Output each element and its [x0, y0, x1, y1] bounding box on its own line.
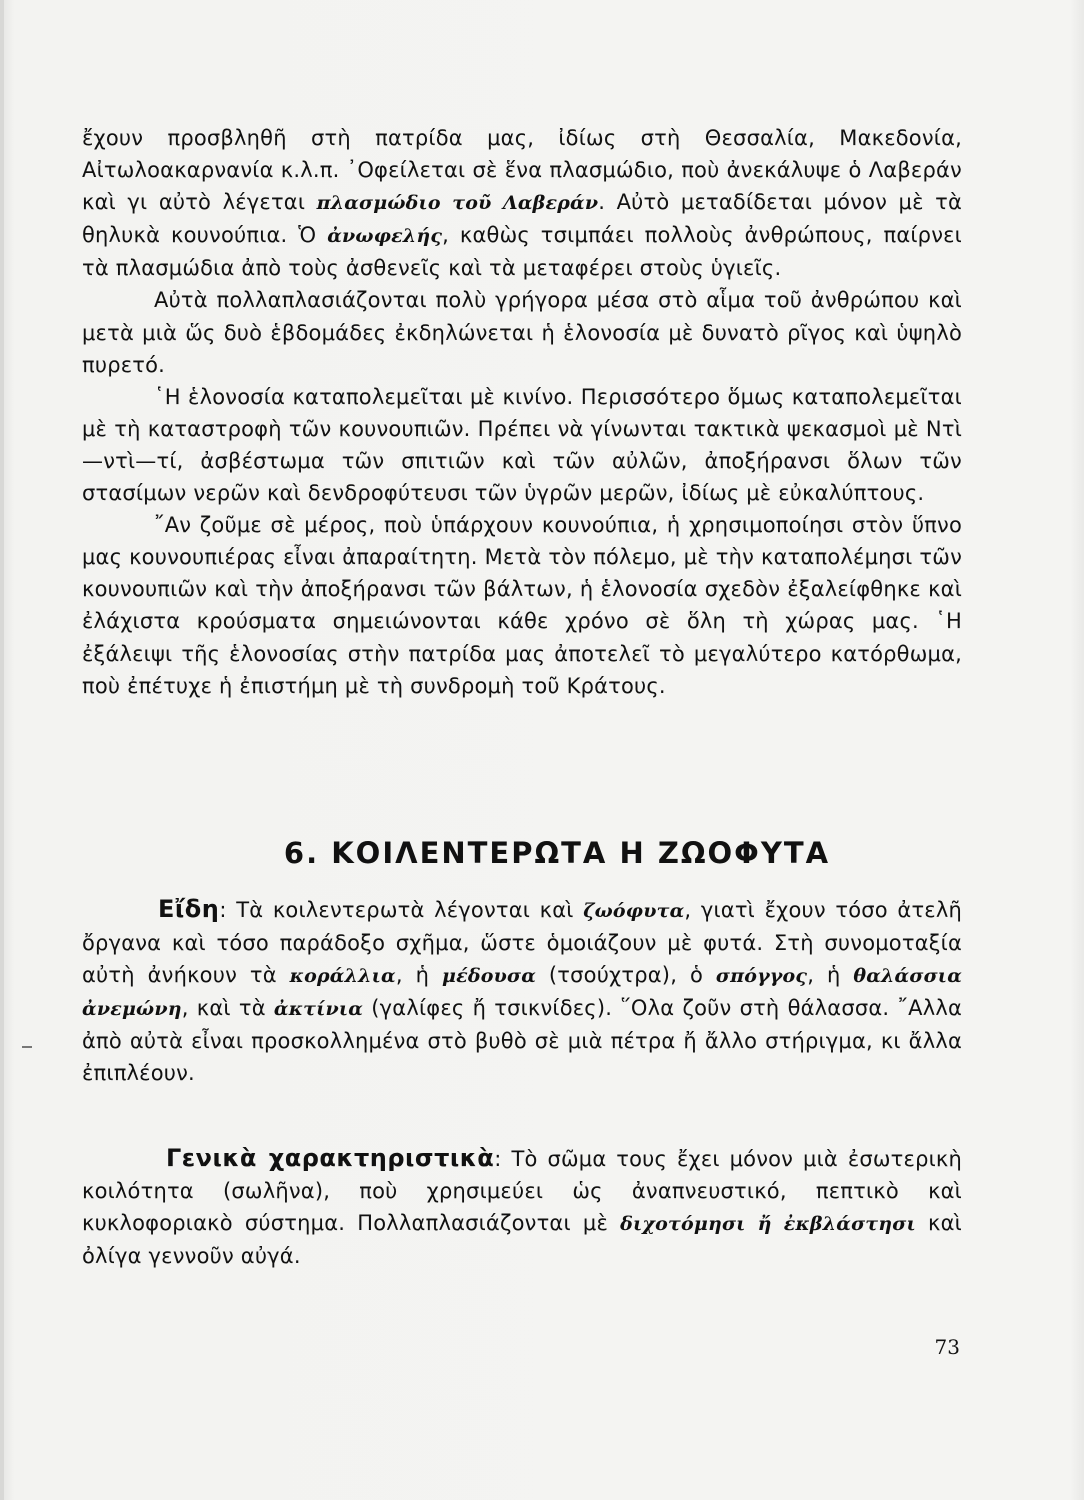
emphasized-term: ἀνωφελής	[327, 225, 443, 248]
run-in-heading-characteristics: Γενικὰ χαρακτηριστικὰ	[166, 1144, 495, 1172]
paragraph-characteristics	[82, 1142, 962, 1272]
paragraph-types	[82, 893, 962, 1090]
page-number: 73	[934, 1335, 960, 1359]
malaria-text-block	[82, 122, 962, 702]
text-run: . Αὐτὸ μεταδίδεται μόνον μὲ τὰ θηλυκὰ κουνούπια. Ὁ	[82, 190, 963, 248]
text-run: , ἡ	[807, 963, 854, 988]
paragraph	[82, 381, 962, 509]
section-heading: 6. ΚΟΙΛΕΝΤΕΡΩΤΑ Η ΖΩΟΦΥΤΑ	[283, 836, 831, 870]
emphasized-term: θαλάσσια ἀνεμώνη	[82, 965, 963, 1021]
text-run: , καθὼς τσιμπάει πολλοὺς ἀνθρώπους, παίρνει τὰ πλασμώδια ἀπὸ τοὺς ἀσθενεῖς καὶ τὰ μεταφέρει στοὺς ὑγιεῖς.	[82, 223, 962, 281]
emphasized-term: κοράλλια	[289, 965, 396, 988]
characteristics-text-block	[82, 1142, 962, 1272]
text-run: ῾Η ἑλονοσία καταπολεμεῖται μὲ κινίνο. Περισσότερο ὅμως καταπολεμεῖται μὲ τὴ καταστροφὴ τῶν κουνουπιῶν. Πρέπει νὰ γίνωνται τακτικὰ ψεκασμοὶ μὲ Ντὶ—ντὶ—τί, ἀσβέστωμα τῶν σπιτιῶν καὶ τῶν αὐλῶν, ἀποξήρανσι ὅλων τῶν στασίμων νερῶν καὶ δενδροφύτευσι τῶν ὑγρῶν μερῶν, ἰδίως μὲ εὐκαλύπτους.	[82, 384, 962, 506]
margin-mark	[22, 1046, 32, 1048]
text-run: καὶ ὀλίγα γεννοῦν αὐγά.	[82, 1211, 962, 1269]
emphasized-term: ζωόφυτα	[583, 900, 685, 922]
emphasized-term: ἀκτίνια	[273, 998, 364, 1021]
run-in-heading-types: Εἴδη	[158, 895, 220, 923]
types-text-block	[82, 893, 962, 1090]
text-run: (γαλίφες ἤ τσικνίδες). ῞Ολα ζοῦν στὴ θάλασσα. ῎Αλλα ἀπὸ αὐτὰ εἶναι προσκολλημένα στὸ βυθὸ σὲ μιὰ πέτρα ἤ ἄλλο στήριγμα, κι ἄλλα ἐπιπλέουν.	[82, 996, 963, 1086]
paragraph	[82, 284, 962, 380]
emphasized-term: σπόγγος	[715, 965, 808, 988]
text-run: : Τὰ κοιλεντερωτὰ λέγονται καὶ	[219, 898, 584, 922]
paragraph	[82, 122, 962, 284]
text-run: , καὶ τὰ	[181, 996, 274, 1021]
text-run: (τσούχτρα), ὁ	[536, 963, 716, 988]
text-run: , ἡ	[395, 963, 443, 988]
text-run: ἔχουν προσβληθῆ στὴ πατρίδα μας, ἰδίως στὴ Θεσσαλία, Μακεδονία, Αἰτωλοακαρνανία κ.λ.π. ᾿Οφείλεται σὲ ἕνα πλασμώδιο, ποὺ ἀνεκάλυψε ὁ Λαβεράν καὶ γι αὐτὸ λέγεται	[82, 126, 962, 215]
emphasized-term: πλασμώδιο τοῦ Λαβεράν	[316, 192, 599, 215]
paragraph	[82, 509, 962, 702]
text-run: : Τὸ σῶμα τους ἔχει μόνον μιὰ ἐσωτερικὴ κοιλότητα (σωλῆνα), ποὺ χρησιμεύει ὡς ἀναπνευστικό, πεπτικὸ καὶ κυκλοφοριακὸ σύστημα. Πολλαπλασιάζονται μὲ	[82, 1147, 962, 1236]
text-run: , γιατὶ ἔχουν τόσο ἀτελῆ ὄργανα καὶ τόσο παράδοξο σχῆμα, ὥστε ὁμοιάζουν μὲ φυτά. Στὴ συνομοταξία αὐτὴ ἀνήκουν τὰ	[82, 898, 962, 988]
page-binding-edge	[0, 0, 4, 1500]
paragraph-types-body	[82, 898, 962, 1085]
emphasized-term: διχοτόμησι ἤ ἐκβλάστησι	[620, 1213, 916, 1236]
text-run: ῎Αν ζοῦμε σὲ μέρος, ποὺ ὑπάρχουν κουνούπια, ἡ χρησιμοποίησι στὸν ὕπνο μας κουνουπιέρας εἶναι ἀπαραίτητη. Μετὰ τὸν πόλεμο, μὲ τὴν καταπολέμησι τῶν κουνουπιῶν καὶ τὴν ἀποξήρανσι τῶν βάλτων, ἡ ἑλονοσία σχεδὸν ἐξαλείφθηκε καὶ ἐλάχιστα κρούσματα σημειώνονται κάθε χρόνο σὲ ὅλη τὴ χώρας μας. ῾Η ἐξάλειψι τῆς ἑλονοσίας στὴν πατρίδα μας ἀποτελεῖ τὸ μεγαλύτερο κατόρθωμα, ποὺ ἐπέτυχε ἡ ἐπιστήμη μὲ τὴ συνδρομὴ τοῦ Κράτους.	[82, 513, 962, 698]
emphasized-term: μέδουσα	[442, 965, 537, 988]
text-run: Αὐτὰ πολλαπλασιάζονται πολὺ γρήγορα μέσα στὸ αἷμα τοῦ ἀνθρώπου καὶ μετὰ μιὰ ὥς δυὸ ἑβδομάδες ἐκδηλώνεται ἡ ἑλονοσία μὲ δυνατὸ ρῖγος καὶ ὑψηλὸ πυρετό.	[82, 288, 962, 377]
